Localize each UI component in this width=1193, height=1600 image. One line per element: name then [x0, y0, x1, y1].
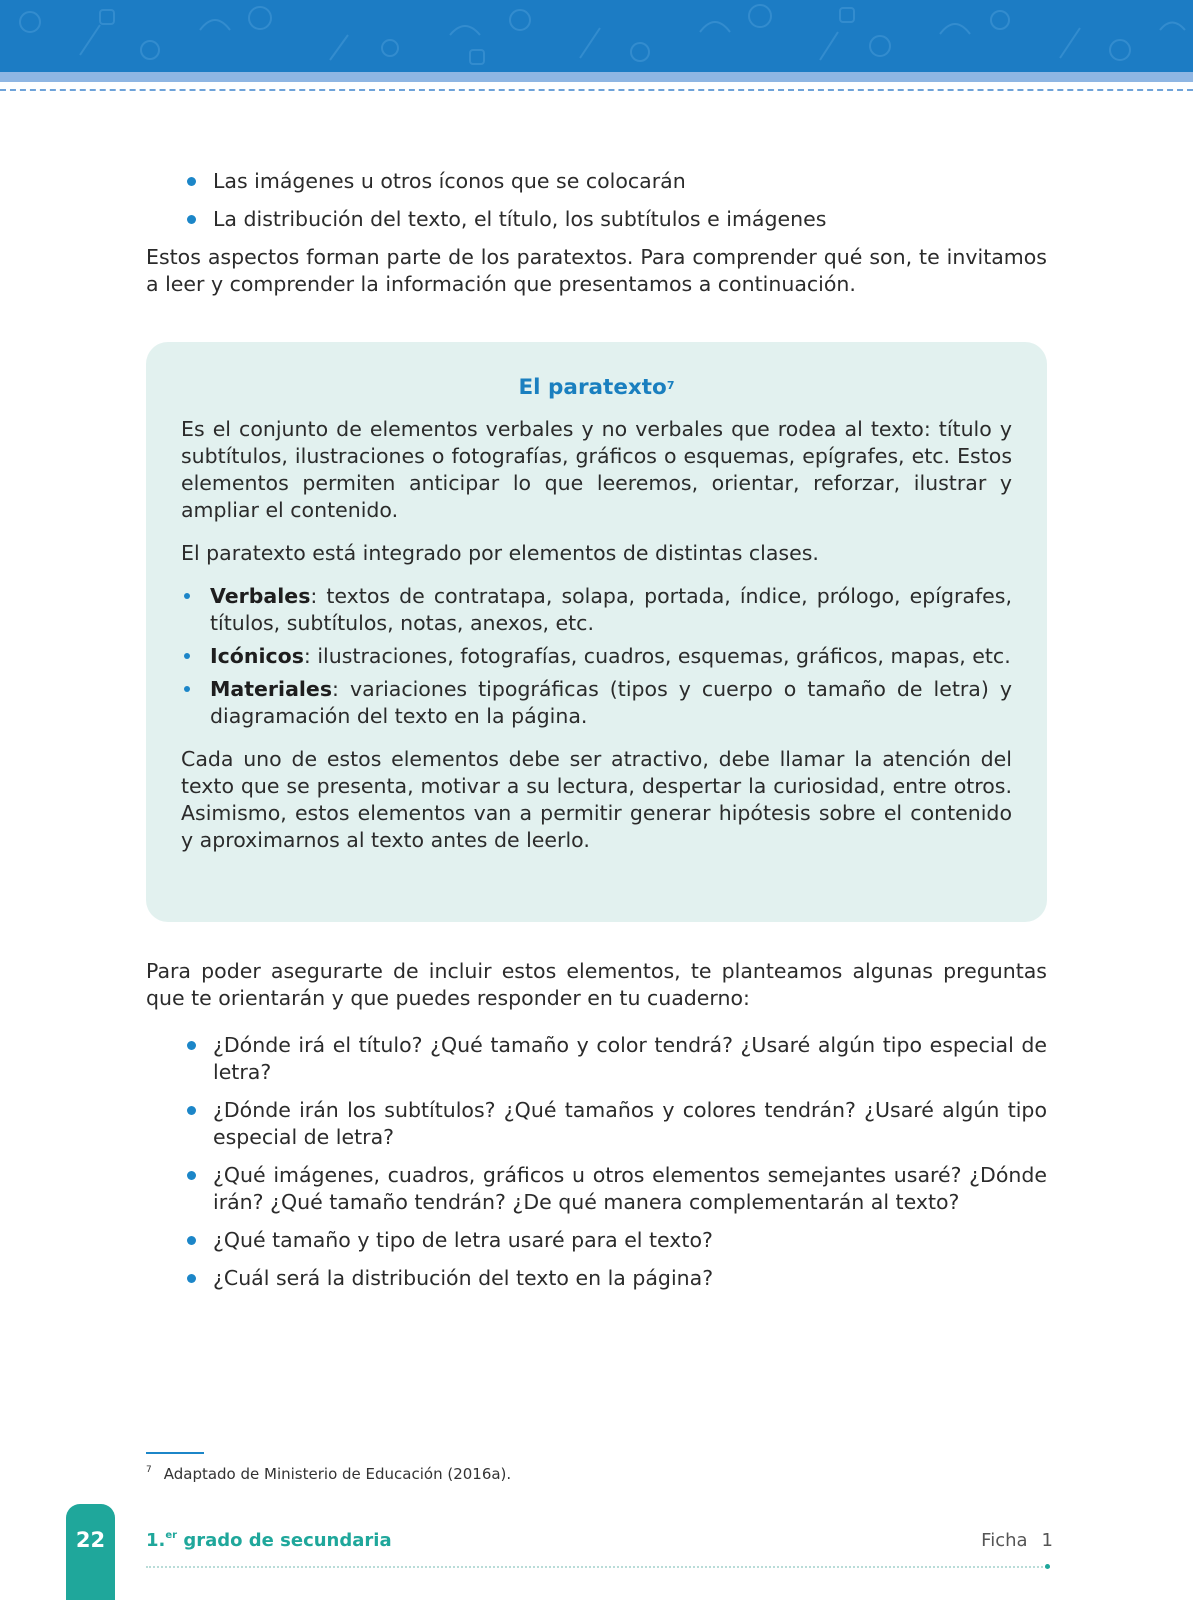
- term-description: : textos de contratapa, solapa, portada, índice, prólogo, epígrafes, títulos, subtítulos, notas, anexos, etc.: [210, 584, 1012, 635]
- question-item: ¿Dónde irán los subtítulos? ¿Qué tamaños y colores tendrán? ¿Usaré algún tipo especial de letra?: [146, 1097, 1047, 1151]
- box-paragraph-3: Cada uno de estos elementos debe ser atractivo, debe llamar la atención del texto que se presenta, motivar a su lectura, despertar la curiosidad, entre otros. Asimismo, estos elementos van a permitir generar hipótesis sobre el contenido y aproximarnos al texto antes de leerlo.: [181, 747, 1012, 852]
- footnote-divider: [146, 1452, 204, 1454]
- question-item: ¿Qué imágenes, cuadros, gráficos u otros elementos semejantes usaré? ¿Dónde irán? ¿Qué tamaño tendrán? ¿De qué manera complementarán al texto?: [146, 1162, 1047, 1216]
- ficha-label: [981, 1530, 1053, 1551]
- term-description: : ilustraciones, fotografías, cuadros, esquemas, gráficos, mapas, etc.: [303, 644, 1011, 668]
- box-title-text: El paratexto: [518, 375, 667, 400]
- term-description: : variaciones tipográficas (tipos y cuerpo o tamaño de letra) y diagramación del texto en la página.: [210, 677, 1012, 728]
- box-title: [181, 374, 1012, 402]
- questions-list: [146, 1032, 1047, 1292]
- questions-section: [146, 958, 1047, 1303]
- grade-text: grado de secundaria: [177, 1530, 392, 1551]
- page-number-tab: [66, 1504, 115, 1600]
- box-paragraph-1: Es el conjunto de elementos verbales y no verbales que rodea al texto: título y subtítulos, ilustraciones o fotografías, gráficos o esquemas, epígrafes, etc. Estos elementos permiten anticipar lo que leeremos, orientar, reforzar, ilustrar y ampliar el contenido.: [181, 417, 1012, 522]
- list-item: Las imágenes u otros íconos que se colocarán: [146, 168, 1047, 195]
- list-item: [181, 643, 1012, 670]
- header-stripe: [0, 72, 1193, 82]
- footnote-marker: 7: [666, 379, 675, 392]
- grade-label: [146, 1530, 392, 1551]
- header-dashed-line: [0, 89, 1193, 91]
- footnote-text: Adaptado de Ministerio de Educación (2016a).: [163, 1465, 512, 1483]
- term-materiales: Materiales: [210, 677, 333, 701]
- footer-dotted-line: [146, 1566, 1050, 1568]
- intro-section: [146, 168, 1047, 298]
- footer-dot: [1045, 1564, 1050, 1569]
- list-item: La distribución del texto, el título, los subtítulos e imágenes: [146, 206, 1047, 233]
- term-iconicos: Icónicos: [210, 644, 304, 668]
- header-banner: [0, 0, 1193, 72]
- page-number: 22: [75, 1528, 106, 1552]
- grade-ordinal: er: [165, 1530, 178, 1541]
- ficha-number: 1: [1041, 1530, 1053, 1551]
- question-item: ¿Cuál será la distribución del texto en la página?: [146, 1265, 1047, 1292]
- list-item: [181, 583, 1012, 637]
- question-item: ¿Qué tamaño y tipo de letra usaré para el texto?: [146, 1227, 1047, 1254]
- grade-number: 1.: [146, 1530, 166, 1551]
- intro-paragraph: Estos aspectos forman parte de los paratextos. Para comprender qué son, te invitamos a leer y comprender la información que presentamos a continuación.: [146, 245, 1047, 296]
- paratexto-info-box: [146, 342, 1047, 922]
- intro-bullet-list: [146, 168, 1047, 233]
- element-class-list: [181, 583, 1012, 730]
- list-item: [181, 676, 1012, 730]
- ficha-text: Ficha: [981, 1530, 1028, 1551]
- doodle-pattern: [0, 0, 1193, 72]
- box-paragraph-2: El paratexto está integrado por elementos de distintas clases.: [181, 541, 819, 565]
- questions-intro: Para poder asegurarte de incluir estos elementos, te planteamos algunas preguntas que te orientarán y que puedes responder en tu cuaderno:: [146, 959, 1047, 1010]
- footnote: [146, 1465, 511, 1483]
- footnote-number: 7: [146, 1465, 152, 1475]
- question-item: ¿Dónde irá el título? ¿Qué tamaño y color tendrá? ¿Usaré algún tipo especial de letra?: [146, 1032, 1047, 1086]
- term-verbales: Verbales: [210, 584, 311, 608]
